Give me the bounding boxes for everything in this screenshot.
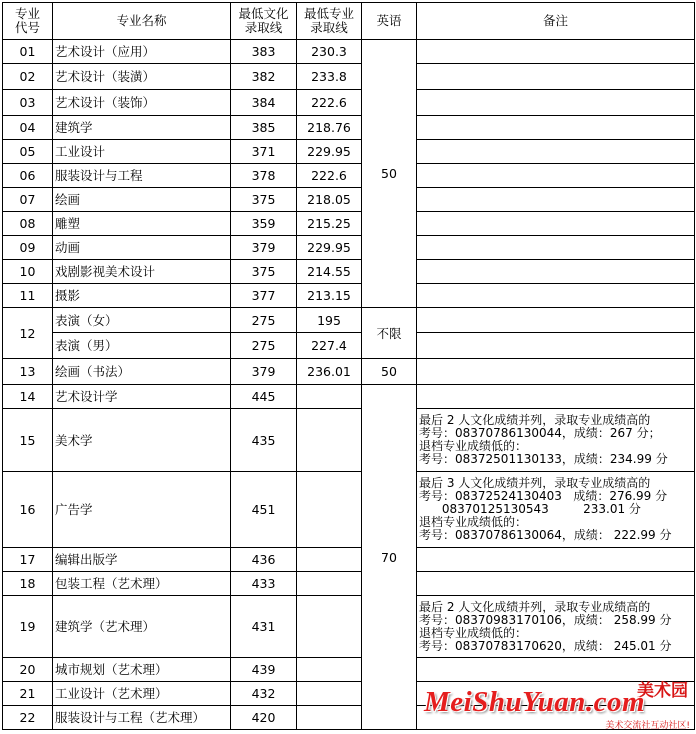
row-name: 建筑学 [53, 116, 231, 140]
row-culture-score: 275 [231, 333, 297, 359]
row-major-score: 229.95 [297, 140, 362, 164]
table-row [3, 140, 695, 164]
row-major-score: 227.4 [297, 333, 362, 359]
row-name: 广告学 [53, 472, 231, 548]
header-major-score: 最低专业 录取线 [297, 3, 362, 40]
row-culture-score: 375 [231, 188, 297, 212]
row-remark [417, 548, 695, 572]
row-major-score: 214.55 [297, 260, 362, 284]
table-row [3, 40, 695, 64]
row-remark [417, 236, 695, 260]
row-code: 18 [3, 572, 53, 596]
row-culture-score: 384 [231, 90, 297, 116]
row-code: 03 [3, 90, 53, 116]
row-major-score: 222.6 [297, 164, 362, 188]
row-major-score: 218.76 [297, 116, 362, 140]
header-code: 专业 代号 [3, 3, 53, 40]
english-requirement: 不限 [362, 308, 417, 359]
row-major-score [297, 472, 362, 548]
row-culture-score: 436 [231, 548, 297, 572]
admission-score-table [2, 2, 695, 730]
table-row [3, 64, 695, 90]
table-row [3, 706, 695, 730]
table-row [3, 236, 695, 260]
table-row [3, 188, 695, 212]
row-code: 22 [3, 706, 53, 730]
row-major-score: 195 [297, 308, 362, 333]
table-row [3, 90, 695, 116]
table-row [3, 308, 695, 333]
watermark-cn-name: 美术园 [637, 681, 688, 701]
row-name: 摄影 [53, 284, 231, 308]
table-row [3, 359, 695, 385]
row-name: 戏剧影视美术设计 [53, 260, 231, 284]
row-name: 城市规划（艺术理） [53, 658, 231, 682]
watermark-slogan: 美术交流社互动社区! [605, 721, 690, 731]
row-major-score [297, 658, 362, 682]
row-remark: 最后 2 人文化成绩并列，录取专业成绩高的 考号：08370983170106，成绩： 258.99 分 退档专业成绩低的： 考号：08370783170620，成绩： 245.01 分 [417, 596, 695, 658]
row-code: 07 [3, 188, 53, 212]
row-culture-score: 433 [231, 572, 297, 596]
row-name: 绘画（书法） [53, 359, 231, 385]
row-culture-score: 383 [231, 40, 297, 64]
row-major-score [297, 596, 362, 658]
row-name: 艺术设计（装潢） [53, 64, 231, 90]
row-code: 16 [3, 472, 53, 548]
row-major-score [297, 682, 362, 706]
row-culture-score: 385 [231, 116, 297, 140]
row-name: 雕塑 [53, 212, 231, 236]
row-major-score [297, 706, 362, 730]
row-major-score: 218.05 [297, 188, 362, 212]
row-code: 05 [3, 140, 53, 164]
row-remark [417, 385, 695, 409]
row-culture-score: 371 [231, 140, 297, 164]
watermark-brand: MeiShuYuan.com [424, 686, 646, 718]
row-remark [417, 333, 695, 359]
row-remark: 最后 2 人文化成绩并列，录取专业成绩高的 考号：08370786130044，成绩：267 分； 退档专业成绩低的： 考号：08372501130133，成绩：234.99 分 [417, 409, 695, 472]
row-culture-score: 377 [231, 284, 297, 308]
row-name: 服装设计与工程（艺术理） [53, 706, 231, 730]
table-row [3, 385, 695, 409]
row-culture-score: 439 [231, 658, 297, 682]
row-name: 绘画 [53, 188, 231, 212]
row-name: 艺术设计（装饰） [53, 90, 231, 116]
row-major-score: 213.15 [297, 284, 362, 308]
row-name: 艺术设计（应用） [53, 40, 231, 64]
row-major-score [297, 572, 362, 596]
row-code: 12 [3, 308, 53, 359]
row-culture-score: 359 [231, 212, 297, 236]
row-culture-score: 432 [231, 682, 297, 706]
row-culture-score: 435 [231, 409, 297, 472]
row-major-score: 236.01 [297, 359, 362, 385]
row-remark [417, 188, 695, 212]
row-code: 08 [3, 212, 53, 236]
row-remark [417, 308, 695, 333]
header-name: 专业名称 [53, 3, 231, 40]
row-code: 02 [3, 64, 53, 90]
english-requirement: 50 [362, 40, 417, 308]
table-row [3, 409, 695, 472]
row-remark [417, 572, 695, 596]
table-row [3, 212, 695, 236]
header-culture-score: 最低文化 录取线 [231, 3, 297, 40]
row-remark [417, 140, 695, 164]
row-remark [417, 212, 695, 236]
row-major-score: 233.8 [297, 64, 362, 90]
english-requirement: 70 [362, 385, 417, 730]
row-name: 建筑学（艺术理） [53, 596, 231, 658]
row-code: 14 [3, 385, 53, 409]
row-name: 包装工程（艺术理） [53, 572, 231, 596]
row-name: 表演（男） [53, 333, 231, 359]
row-code: 20 [3, 658, 53, 682]
row-remark [417, 359, 695, 385]
row-remark [417, 260, 695, 284]
row-remark [417, 284, 695, 308]
row-major-score: 215.25 [297, 212, 362, 236]
row-major-score: 222.6 [297, 90, 362, 116]
table-row [3, 260, 695, 284]
row-culture-score: 379 [231, 236, 297, 260]
row-remark [417, 64, 695, 90]
table-row [3, 333, 695, 359]
table-row [3, 658, 695, 682]
header-english: 英语 [362, 3, 417, 40]
row-culture-score: 275 [231, 308, 297, 333]
row-major-score [297, 409, 362, 472]
row-remark [417, 658, 695, 682]
table-row [3, 472, 695, 548]
row-remark [417, 706, 695, 730]
table-row [3, 682, 695, 706]
row-name: 艺术设计学 [53, 385, 231, 409]
row-name: 工业设计（艺术理） [53, 682, 231, 706]
row-name: 美术学 [53, 409, 231, 472]
row-culture-score: 451 [231, 472, 297, 548]
row-name: 工业设计 [53, 140, 231, 164]
table-row [3, 548, 695, 572]
row-culture-score: 445 [231, 385, 297, 409]
row-code: 17 [3, 548, 53, 572]
row-code: 04 [3, 116, 53, 140]
table-row [3, 284, 695, 308]
row-name: 动画 [53, 236, 231, 260]
row-remark [417, 40, 695, 64]
row-remark [417, 90, 695, 116]
table-row [3, 164, 695, 188]
row-major-score [297, 385, 362, 409]
row-code: 11 [3, 284, 53, 308]
table-row [3, 116, 695, 140]
row-major-score: 229.95 [297, 236, 362, 260]
row-name: 表演（女） [53, 308, 231, 333]
row-remark: 最后 3 人文化成绩并列，录取专业成绩高的 考号：08372524130403 成绩：276.99 分 08370125130543 233.01 分 退档专业成绩低的： 考号：08370786130064，成绩： 222.99 分 [417, 472, 695, 548]
table-row [3, 596, 695, 658]
row-culture-score: 420 [231, 706, 297, 730]
row-culture-score: 431 [231, 596, 297, 658]
table-row [3, 572, 695, 596]
header-remark: 备注 [417, 3, 695, 40]
row-code: 21 [3, 682, 53, 706]
row-major-score: 230.3 [297, 40, 362, 64]
row-culture-score: 379 [231, 359, 297, 385]
row-culture-score: 382 [231, 64, 297, 90]
row-code: 19 [3, 596, 53, 658]
row-code: 09 [3, 236, 53, 260]
table-header-row [3, 3, 695, 40]
row-culture-score: 375 [231, 260, 297, 284]
row-culture-score: 378 [231, 164, 297, 188]
row-major-score [297, 548, 362, 572]
row-code: 10 [3, 260, 53, 284]
row-remark [417, 164, 695, 188]
row-name: 服装设计与工程 [53, 164, 231, 188]
row-remark [417, 116, 695, 140]
row-remark [417, 682, 695, 706]
row-name: 编辑出版学 [53, 548, 231, 572]
row-code: 06 [3, 164, 53, 188]
row-code: 13 [3, 359, 53, 385]
english-requirement: 50 [362, 359, 417, 385]
row-code: 01 [3, 40, 53, 64]
row-code: 15 [3, 409, 53, 472]
